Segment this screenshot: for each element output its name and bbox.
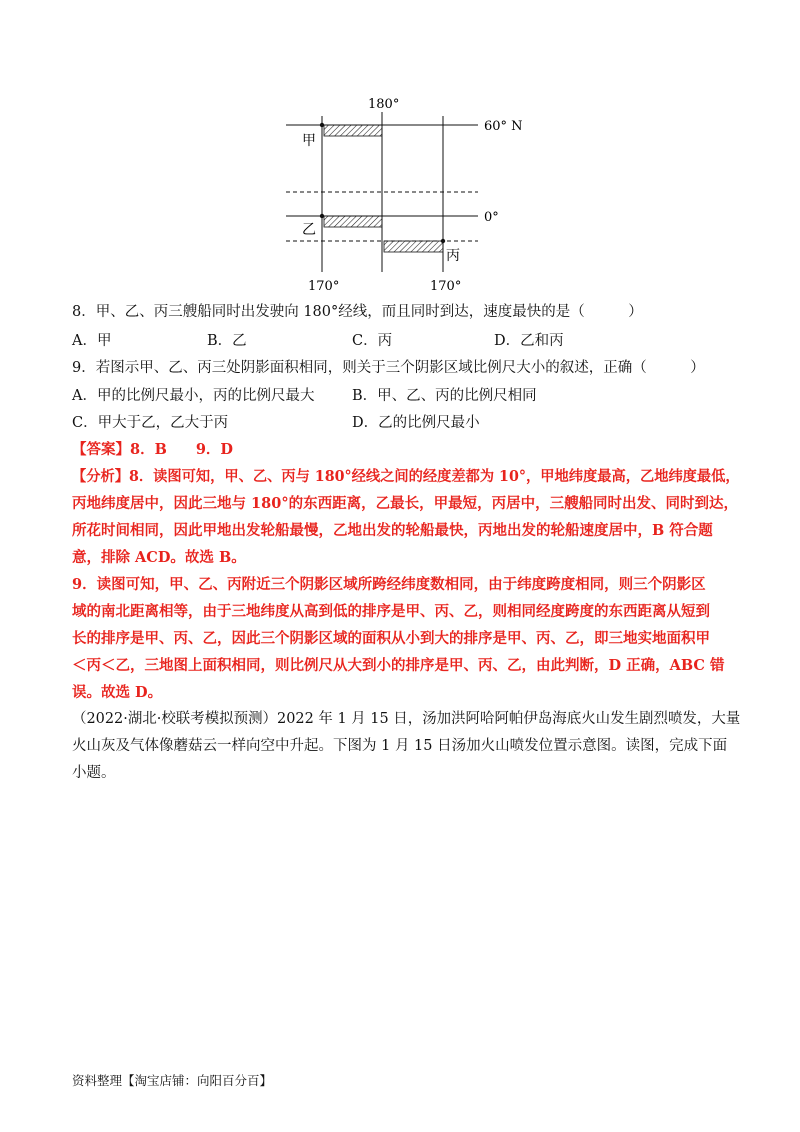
q9-option-d: D．乙的比例尺最小 <box>352 415 480 431</box>
label-bing: 丙 <box>446 248 460 264</box>
label-60n: 60° N <box>484 119 523 134</box>
shaded-area-yi <box>324 216 382 227</box>
q9-option-b: B．甲、乙、丙的比例尺相同 <box>352 388 537 404</box>
figure-svg <box>280 94 530 294</box>
label-180: 180° <box>368 97 400 112</box>
label-bottom-left: 170° <box>308 279 340 294</box>
analysis-9-line-4: ＜丙＜乙，三地图上面积相同，则比例尺从大到小的排序是甲、丙、乙，由此判断，D 正确，ABC 错 <box>72 657 725 674</box>
intro-line-3: 小题。 <box>72 765 116 781</box>
longitude-latitude-figure <box>280 94 530 294</box>
analysis-9-line-2: 域的南北距离相等，由于三地纬度从高到低的排序是甲、丙、乙，则相同经度跨度的东西距离从短到 <box>72 603 710 620</box>
analysis-9-line-5: 误。故选 D。 <box>72 684 163 701</box>
label-yi: 乙 <box>302 222 316 238</box>
answer-line: 【答案】8．B 9．D <box>72 441 234 458</box>
point-yi <box>320 214 324 218</box>
analysis-8-line-3: 所花时间相同，因此甲地出发轮船最慢，乙地出发的轮船最快，丙地出发的轮船速度居中，B 符合题 <box>72 522 713 539</box>
q9-option-c: C．甲大于乙，乙大于丙 <box>72 415 229 431</box>
analysis-8-line-2: 丙地纬度居中，因此三地与 180°的东西距离，乙最长，甲最短，丙居中，三艘船同时出发、同时到达， <box>72 495 739 512</box>
q8-option-d: D．乙和丙 <box>494 333 564 349</box>
analysis-9-line-1: 9．读图可知，甲、乙、丙附近三个阴影区域所跨经纬度数相同，由于纬度跨度相同，则三个阴影区 <box>72 576 706 593</box>
footer-source: 资料整理【淘宝店铺：向阳百分百】 <box>72 1073 273 1088</box>
label-0: 0° <box>484 210 499 225</box>
analysis-8-line-4: 意，排除 ACD。故选 B。 <box>72 549 246 566</box>
label-bottom-right: 170° <box>430 279 462 294</box>
q8-option-c: C．丙 <box>352 333 393 349</box>
question-9-stem: 9．若图示甲、乙、丙三处阴影面积相同，则关于三个阴影区域比例尺大小的叙述，正确（ ） <box>72 360 705 376</box>
shaded-area-jia <box>324 125 382 136</box>
q8-option-a: A．甲 <box>72 333 112 349</box>
question-8-stem: 8．甲、乙、丙三艘船同时出发驶向 180°经线，而且同时到达，速度最快的是（ ） <box>72 304 643 320</box>
point-jia <box>320 123 324 127</box>
label-jia: 甲 <box>302 133 316 149</box>
intro-line-2: 火山灰及气体像蘑菇云一样向空中升起。下图为 1 月 15 日汤加火山喷发位置示意图。读图，完成下面 <box>72 738 728 754</box>
q9-option-a: A．甲的比例尺最小，丙的比例尺最大 <box>72 388 315 404</box>
intro-line-1: （2022·湖北·校联考模拟预测）2022 年 1 月 15 日，汤加洪阿哈阿帕伊岛海底火山发生剧烈喷发，大量 <box>72 711 741 727</box>
q8-option-b: B．乙 <box>207 333 247 349</box>
shaded-area-bing <box>384 241 443 252</box>
analysis-8-line-1: 【分析】8．读图可知，甲、乙、丙与 180°经线之间的经度差都为 10°，甲地纬度最高，乙地纬度最低， <box>72 468 740 485</box>
point-bing <box>441 239 445 243</box>
analysis-9-line-3: 长的排序是甲、丙、乙，因此三个阴影区域的面积从小到大的排序是甲、丙、乙，即三地实地面积甲 <box>72 630 710 647</box>
